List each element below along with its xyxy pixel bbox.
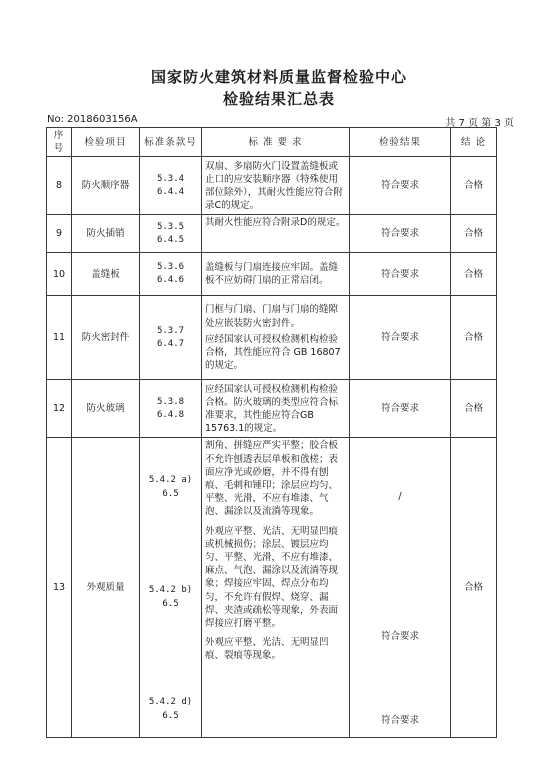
requirement-part-a: 门框与门扇、门扇与门扇的缝隙处应嵌装防火密封件。	[205, 304, 339, 329]
clause-sub-d: 5.4.2 d) 6.5	[148, 697, 193, 721]
conclusion: 合格	[451, 215, 497, 253]
conclusion: 合格	[451, 157, 497, 215]
summary-table-title: 检验结果汇总表	[222, 90, 335, 108]
table-row	[47, 380, 497, 438]
requirement-sub-b: 外观应平整、光洁、无明显凹痕或机械损伤；涂层、镀层应均匀、平整、光滑，不应有堆漆、麻点、气泡、漏涂以及流淌等现象；焊接应牢固、焊点分布均匀，不允许有假焊、烧穿、漏焊、夹渣或疏松等现象，外表面焊接应打磨平整。	[205, 525, 339, 630]
test-result: 符合要求	[350, 296, 451, 380]
col-header-conclusion: 结 论	[451, 128, 497, 157]
col-header-requirement: 标 准 要 求	[202, 128, 350, 157]
test-result	[350, 438, 451, 738]
test-item: 防火玻璃	[72, 380, 140, 438]
requirement-text	[202, 296, 350, 380]
requirement-part-b: 应经国家认可授权检测机构检验合格，其性能应符合 GB 16807的规定。	[205, 333, 341, 372]
test-item: 盖缝板	[72, 253, 140, 296]
result-sub-b: 符合要求	[380, 631, 419, 643]
table-row	[47, 438, 497, 738]
requirement-sub-a: 割角、拼缝应严实平整；胶合板不允许刨透表层单板和戗槎；表面应净光或砂磨，并不得有刨痕、毛刺和锤印；涂层应均匀、平整、光滑，不应有堆漆、气泡、漏涂以及流淌等现象。	[205, 440, 339, 518]
test-item: 防火插销	[72, 215, 140, 253]
col-header-clause: 标准条款号	[140, 128, 202, 157]
row-number: 8	[47, 157, 72, 215]
requirement-text: 其耐火性能应符合附录D的规定。	[202, 215, 350, 253]
requirement-text: 双扇、多扇防火门设置盖缝板或止口的应安装顺序器（特殊使用部位除外），其耐火性能应符合附录C的规定。	[202, 157, 350, 215]
col-header-result: 检验结果	[350, 128, 451, 157]
clause-number: 5.3.8 6.4.8	[140, 380, 202, 438]
row-number: 11	[47, 296, 72, 380]
table-row	[47, 296, 497, 380]
clause-number: 5.3.4 6.4.4	[140, 157, 202, 215]
row-number: 10	[47, 253, 72, 296]
clause-sub-a: 5.4.2 a) 6.5	[148, 475, 193, 499]
table-row	[47, 253, 497, 296]
center-name-title: 国家防火建筑材料质量监督检验中心	[150, 68, 407, 86]
test-result: 符合要求	[350, 157, 451, 215]
test-result: 符合要求	[350, 215, 451, 253]
clause-number: 5.3.5 6.4.5	[140, 215, 202, 253]
result-sub-d: 符合要求	[380, 715, 419, 727]
results-table	[46, 127, 497, 738]
test-item: 防火密封件	[72, 296, 140, 380]
clause-number: 5.3.7 6.4.7	[140, 296, 202, 380]
conclusion: 合格	[451, 438, 497, 738]
result-sub-a: /	[398, 491, 402, 503]
test-item: 外观质量	[72, 438, 140, 738]
row-number: 13	[47, 438, 72, 738]
row-number: 9	[47, 215, 72, 253]
test-result: 符合要求	[350, 253, 451, 296]
conclusion: 合格	[451, 380, 497, 438]
table-row	[47, 157, 497, 215]
clause-number	[140, 438, 202, 738]
test-result: 符合要求	[350, 380, 451, 438]
conclusion: 合格	[451, 296, 497, 380]
requirement-text	[202, 438, 350, 738]
requirement-text: 盖缝板与门扇连接应牢固。盖缝板不应妨碍门扇的正常启闭。	[202, 253, 350, 296]
report-number: No: 2018603156A	[47, 114, 138, 125]
col-header-item: 检验项目	[72, 128, 140, 157]
clause-sub-b: 5.4.2 b) 6.5	[148, 585, 193, 609]
col-header-no: 序号	[47, 128, 72, 157]
requirement-sub-d: 外观应平整、光洁、无明显凹痕、裂痕等现象。	[205, 637, 329, 662]
requirement-text: 应经国家认可授权检测机构检验合格。防火玻璃的类型应符合标准要求，其性能应符合GB 15763.1的规定。	[202, 380, 350, 438]
test-item: 防火顺序器	[72, 157, 140, 215]
table-header-row	[47, 128, 497, 157]
page-indicator: 共 7 页 第 3 页	[445, 118, 514, 129]
conclusion: 合格	[451, 253, 497, 296]
row-number: 12	[47, 380, 72, 438]
table-row	[47, 215, 497, 253]
clause-number: 5.3.6 6.4.6	[140, 253, 202, 296]
